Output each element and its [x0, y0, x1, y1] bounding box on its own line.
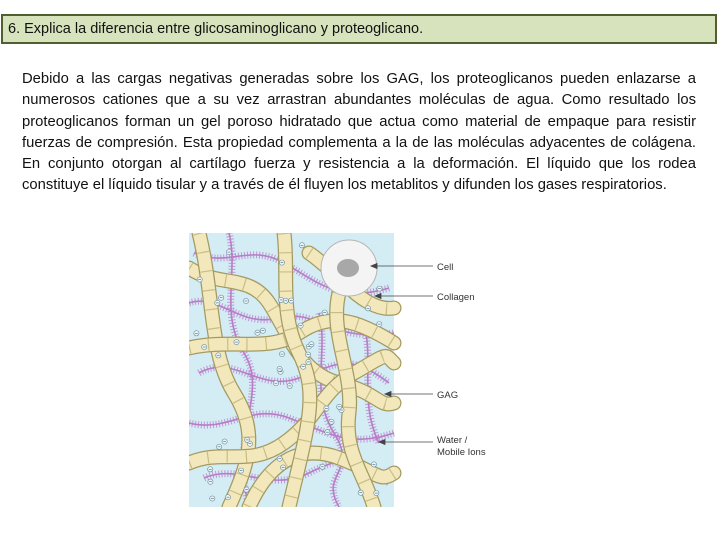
ion — [358, 490, 363, 495]
ion — [208, 467, 213, 472]
ion — [371, 462, 376, 467]
ion — [299, 243, 304, 248]
ion — [281, 465, 286, 470]
ion — [260, 328, 265, 333]
ion — [225, 495, 230, 500]
ion — [320, 464, 325, 469]
ion — [245, 437, 250, 442]
ion — [279, 352, 284, 357]
question-banner — [1, 14, 717, 44]
ion — [244, 487, 249, 492]
ion — [222, 439, 227, 444]
ion — [243, 298, 248, 303]
ion — [255, 330, 260, 335]
ion — [298, 323, 303, 328]
ion — [278, 297, 283, 302]
ion — [309, 342, 314, 347]
ion — [217, 444, 222, 449]
cell — [321, 240, 377, 296]
ion — [301, 364, 306, 369]
ion — [219, 295, 224, 300]
cartilage-matrix-diagram — [189, 233, 519, 507]
ion — [197, 277, 202, 282]
label-gag: GAG — [437, 390, 459, 401]
ion — [277, 366, 282, 371]
label-collagen: Collagen — [437, 292, 475, 303]
ion — [273, 381, 278, 386]
label-water: Water / — [437, 435, 468, 446]
ion — [289, 298, 294, 303]
ion — [374, 491, 379, 496]
ion — [202, 344, 207, 349]
ion — [239, 468, 244, 473]
ion — [277, 456, 282, 461]
ion — [283, 298, 288, 303]
ion — [210, 496, 215, 501]
cartilage-matrix-figure — [189, 233, 519, 507]
label-mobile-ions: Mobile Ions — [437, 447, 486, 458]
ion — [365, 306, 370, 311]
ion — [377, 286, 382, 291]
ion — [215, 300, 220, 305]
ion — [226, 250, 231, 255]
ion — [324, 406, 329, 411]
ion — [329, 419, 334, 424]
ion — [337, 404, 342, 409]
ion — [194, 331, 199, 336]
ion — [208, 479, 213, 484]
ion — [377, 322, 382, 327]
label-cell: Cell — [437, 262, 454, 273]
ion — [306, 359, 311, 364]
ion — [325, 430, 330, 435]
ion — [279, 260, 284, 265]
ion — [234, 340, 239, 345]
answer-paragraph: Debido a las cargas negativas generadas sobre los GAG, los proteoglicanos pueden enlazarse a numerosos cationes que a su vez arrastran abundantes moléculas de agua. Como resultado los proteoglicanos forman un gel poroso hidratado que actua como material de empaque para resistir fuerzas de compresión. Esta propiedad complementa a la de las moléculas adyacentes de colágena. En conjunto otorgan al cartílago fuerza y resistencia a la deformación. El líquido que los rodea constituye el líquido tisular y a través de él fluyen los metablitos y difunden los gases respiratorios. — [22, 71, 696, 194]
ion — [216, 353, 221, 358]
cell-nucleus — [337, 259, 359, 277]
ion — [306, 352, 311, 357]
ion — [287, 383, 292, 388]
ion — [322, 310, 327, 315]
question-text: 6. Explica la diferencia entre glicosaminoglicano y proteoglicano. — [8, 21, 424, 37]
